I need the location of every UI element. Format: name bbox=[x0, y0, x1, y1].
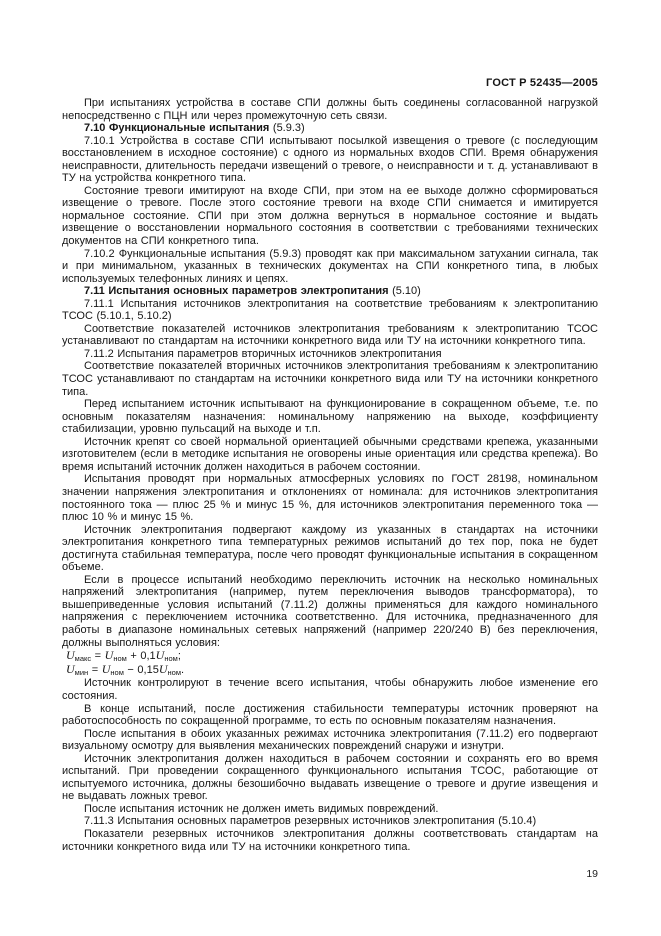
text-run: Источник крепят со своей нормальной ориентацией обычными средствами крепежа, указанными изготовителем (если в методике испытания не оговорены иные ориентация или средства крепежа). Во время испытаний источник должен находиться в рабочем состоянии. bbox=[62, 435, 598, 473]
text-run: Соответствие показателей вторичных источников электропитания требованиям к электропитанию ТСОС устанавливают по стандартам на источники конкретного вида или ТУ на источники конкретного типа. bbox=[62, 360, 598, 398]
formula-line bbox=[62, 649, 598, 663]
paragraph bbox=[62, 828, 598, 853]
text-run: Соответствие показателей источников электропитания требованиям к электропитанию ТСОС устанавливают по стандартам на источники конкретного вида или ТУ на источники конкретного типа. bbox=[62, 322, 598, 348]
text-run: Состояние тревоги имитируют на входе СПИ, при этом на ее выходе должно сформироваться извещение о тревоге. После этого состояние тревоги на входе СПИ снимается и имитируется нормальное состояние. СПИ при этом должна вернуться в нормальное состояние и выдать извещение о восстановлении нормального состояния в соответствии с требованиями технических документов на СПИ конкретного типа. bbox=[62, 184, 598, 248]
document-body bbox=[62, 97, 598, 853]
paragraph bbox=[62, 298, 598, 323]
text-run: 7.10 Функциональные испытания bbox=[84, 122, 270, 135]
paragraph bbox=[62, 360, 598, 398]
formula-variable: U bbox=[66, 662, 75, 677]
text-run: (5.9.3) bbox=[269, 122, 305, 135]
text-run: (5.10) bbox=[388, 285, 421, 298]
text-run: После испытания источник не должен иметь видимых повреждений. bbox=[84, 802, 439, 815]
text-run: Показатели резервных источников электропитания должны соответствовать стандартам на источники конкретного вида или ТУ на источники конкретного типа. bbox=[62, 828, 598, 853]
page-number: 19 bbox=[586, 868, 598, 881]
paragraph bbox=[62, 473, 598, 523]
text-run: Источник электропитания подвергают каждому из указанных в стандартах на источники электропитания конкретного типа температурных режимов испытаний до тех пор, пока не будет достигнута стабильная температура, после чего проводят функциональные испытания в сокращенном объеме. bbox=[62, 523, 598, 574]
text-run: 7.10.2 Функциональные испытания (5.9.3) проводят как при максимальном затухании сигнала, так и при минимальном, указанных в технических документах на СПИ конкретного типа, в любых используемых телефонных линиях и цепях. bbox=[62, 247, 598, 285]
formula-variable: U bbox=[158, 662, 168, 677]
text-run: 7.11.3 Испытания основных параметров резервных источников электропитания (5.10.4) bbox=[84, 815, 537, 828]
text-run: Испытания проводят при нормальных атмосферных условиях по ГОСТ 28198, номинальном значении напряжения электропитания и отклонениях от номинала: для источников электропитания постоянного тока — плюс 25 % и минус 15 %, для источников электропитания переменного тока — плюс 10 % и минус 15 %. bbox=[62, 473, 598, 524]
formula-variable: U bbox=[104, 648, 114, 663]
formula-variable: U bbox=[66, 648, 75, 663]
text-run: Источник электропитания должен находиться в рабочем состоянии и сохранять его во время испытаний. При проведении сокращенного функционального испытания ТСОС, работающие от испытуемого источника, должны безошибочно выдавать извещение о тревоге и другие извещения и не выдавать ложных тревог. bbox=[62, 752, 598, 803]
paragraph bbox=[62, 677, 598, 702]
paragraph bbox=[62, 574, 598, 649]
paragraph bbox=[62, 524, 598, 574]
formula-variable: U bbox=[101, 662, 111, 677]
text-run: После испытания в обоих указанных режимах источника электропитания (7.11.2) его подвергают визуальному осмотру для выявления механических повреждений снаружи и изнутри. bbox=[62, 727, 598, 753]
paragraph bbox=[62, 248, 598, 286]
section-heading bbox=[62, 122, 598, 135]
paragraph bbox=[62, 815, 598, 828]
paragraph bbox=[62, 398, 598, 436]
text-run: Источник контролируют в течение всего испытания, чтобы обнаружить любое изменение его состояния. bbox=[62, 677, 598, 703]
text-run: макс bbox=[74, 654, 92, 664]
text-run: При испытаниях устройства в составе СПИ должны быть соединены согласованной нагрузкой непосредственно с ПЦН или через промежуточную сеть связи. bbox=[62, 97, 598, 122]
paragraph bbox=[62, 348, 598, 361]
formula-line bbox=[62, 663, 598, 677]
text-run: ном bbox=[113, 654, 127, 664]
text-run: = bbox=[88, 664, 102, 677]
paragraph bbox=[62, 728, 598, 753]
paragraph bbox=[62, 323, 598, 348]
paragraph bbox=[62, 135, 598, 185]
text-run: ; bbox=[177, 650, 181, 663]
text-run: ном bbox=[110, 668, 124, 678]
formula-variable: U bbox=[155, 648, 165, 663]
text-run: 7.10.1 Устройства в составе СПИ испытывают посылкой извещения о тревоге (с последующим восстановлением в исходное состояние) с одного из нормальных входов СПИ. Время обнаружения неисправности, длительность передачи извещений о тревоге, о неисправности и т. д. устанавливают в ТУ на устройства конкретного типа. bbox=[62, 134, 598, 185]
paragraph bbox=[62, 753, 598, 803]
section-heading bbox=[62, 285, 598, 298]
text-run: − 0,15 bbox=[123, 664, 159, 677]
paragraph bbox=[62, 436, 598, 474]
text-run: ном bbox=[164, 654, 178, 664]
paragraph bbox=[62, 803, 598, 816]
text-run: + 0,1 bbox=[126, 650, 156, 663]
text-run: 7.11.2 Испытания параметров вторичных источников электропитания bbox=[84, 347, 442, 360]
text-run: = bbox=[91, 650, 105, 663]
text-run: 7.11.1 Испытания источников электропитания на соответствие требованиям к электропитанию ТСОС (5.10.1, 5.10.2) bbox=[62, 297, 598, 323]
paragraph bbox=[62, 703, 598, 728]
text-run: ном bbox=[167, 668, 181, 678]
text-run: . bbox=[180, 664, 185, 677]
document-header: ГОСТ Р 52435—2005 bbox=[486, 77, 598, 89]
text-run: 7.11 Испытания основных параметров электропитания bbox=[84, 285, 389, 298]
text-run: Перед испытанием источник испытывают на функционирование в сокращенном объеме, т.е. по основным показателям назначения: номинальному напряжению на выходе, коэффициенту стабилизации, уровню пульсаций на выходе и т.п. bbox=[62, 398, 598, 436]
paragraph bbox=[62, 97, 598, 122]
paragraph bbox=[62, 185, 598, 248]
text-run: В конце испытаний, после достижения стабильности температуры источник проверяют на работоспособность по сокращенной программе, то есть по основным показателям назначения. bbox=[62, 702, 598, 728]
text-run: Если в процессе испытаний необходимо переключить источник на несколько номинальных напряжений электропитания (например, путем переключения выводов трансформатора), то вышеприведенные условия испытаний (7.11.2) должны применяться для каждого номинального напряжения с переключением источника соответственно. Для источника, предназначенного для работы в диапазоне номинальных сетевых напряжений (например 220/240 В) без переключения, должны выполняться условия: bbox=[62, 573, 598, 649]
text-run: мин bbox=[74, 668, 89, 678]
